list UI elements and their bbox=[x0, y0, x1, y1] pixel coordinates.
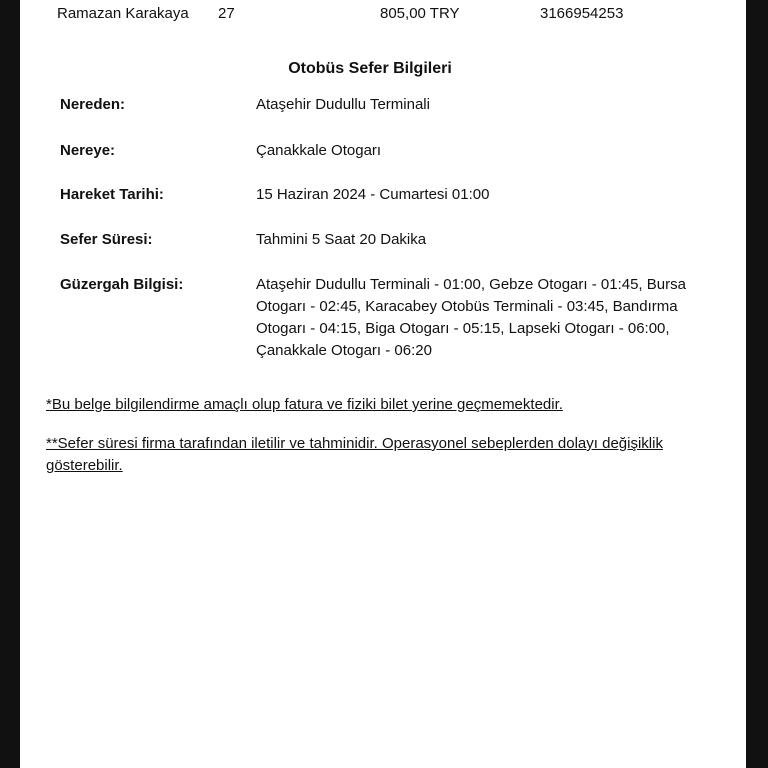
disclaimer-note-2: **Sefer süresi firma tarafından iletilir ve tahminidir. Operasyonel sebeplerden dolayı değişiklik gösterebilir. bbox=[46, 435, 663, 474]
passenger-name: Ramazan Karakaya bbox=[57, 5, 189, 22]
route-value: Ataşehir Dudullu Terminali - 01:00, Gebze Otogarı - 01:45, Bursa Otogarı - 02:45, Karacabey Otobüs Terminali - 03:45, Bandırma Otogarı - 04:15, Biga Otogarı - 05:15, Lapseki Otogarı - 06:00, Çanakkale Otogarı - 06:20 bbox=[256, 276, 686, 359]
ticket-price: 805,00 TRY bbox=[380, 5, 460, 22]
phone-number: 3166954253 bbox=[540, 5, 624, 22]
duration-label: Sefer Süresi: bbox=[60, 231, 153, 248]
passenger-row bbox=[20, 5, 746, 25]
to-label: Nereye: bbox=[60, 142, 116, 159]
to-value: Çanakkale Otogarı bbox=[256, 142, 382, 159]
departure-value: 15 Haziran 2024 - Cumartesi 01:00 bbox=[256, 186, 490, 203]
from-label: Nereden: bbox=[60, 96, 126, 113]
section-title: Otobüs Sefer Bilgileri bbox=[288, 60, 452, 77]
document-page bbox=[20, 0, 746, 768]
seat-number: 27 bbox=[218, 5, 235, 22]
duration-value: Tahmini 5 Saat 20 Dakika bbox=[256, 231, 427, 248]
route-label: Güzergah Bilgisi: bbox=[60, 276, 184, 293]
departure-label: Hareket Tarihi: bbox=[60, 186, 164, 203]
from-value: Ataşehir Dudullu Terminali bbox=[256, 96, 430, 113]
disclaimer-note-1: *Bu belge bilgilendirme amaçlı olup fatura ve fiziki bilet yerine geçmemektedir. bbox=[46, 396, 563, 413]
